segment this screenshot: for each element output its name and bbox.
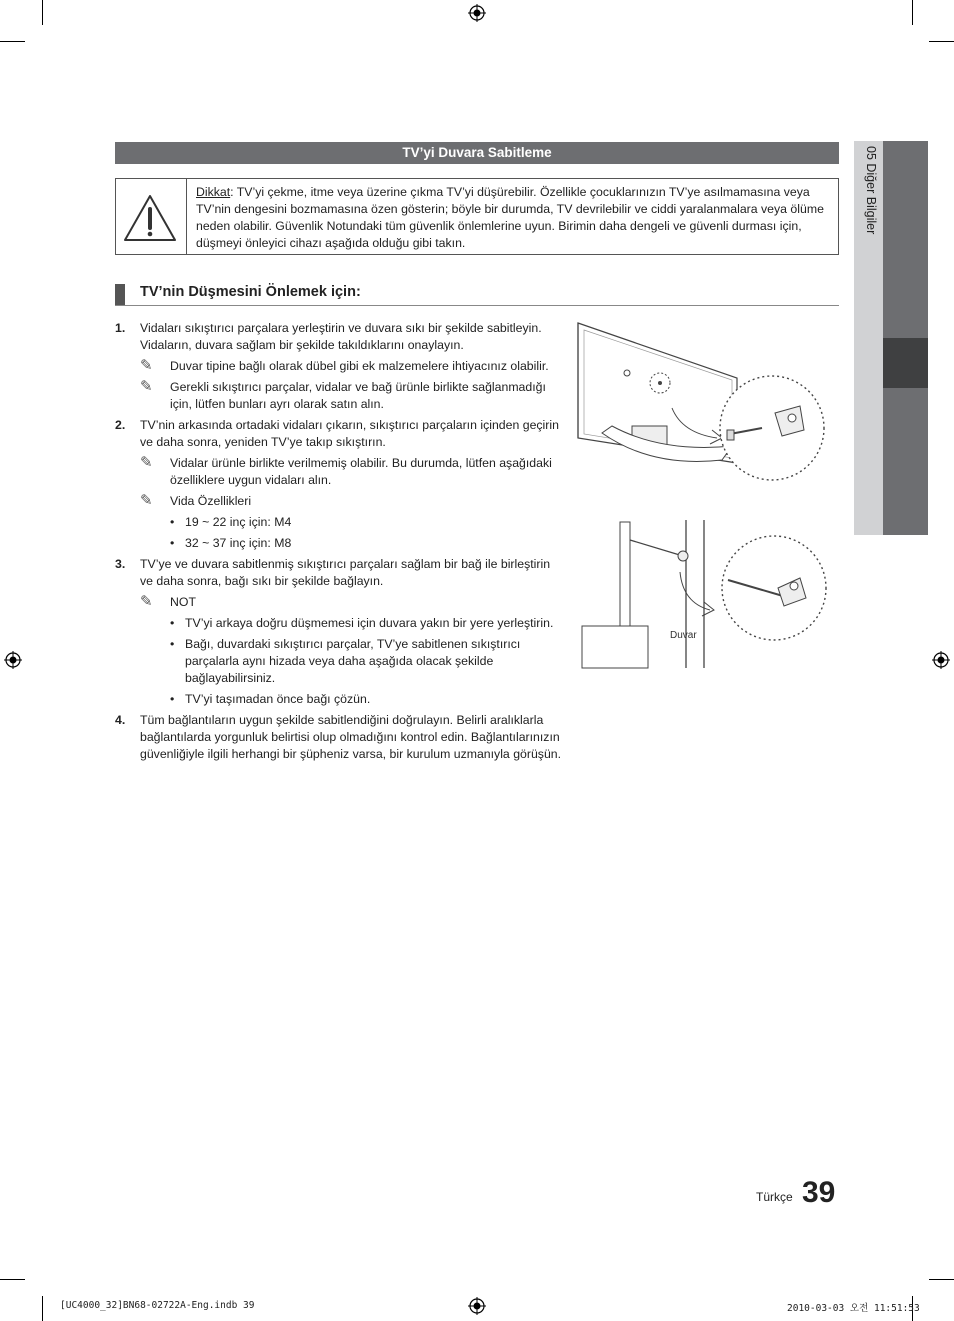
note <box>140 594 565 611</box>
note-pen-icon: ✎ <box>140 357 153 374</box>
step-text: TV’nin arkasında ortadaki vidaları çıkarın, sıkıştırıcı parçaların içinden geçirin ve daha sonra, yeniden TV’ye takıp sıkıştırın. <box>140 418 559 449</box>
step-text: TV’ye ve duvara sabitlenmiş sıkıştırıcı parçaları sağlam bir bağ ile birleştirin ve daha sonra, bağı sıkı bir şekilde bağlayın. <box>140 557 551 588</box>
note-text: NOT <box>170 595 196 609</box>
side-tab-active-marker <box>883 338 928 388</box>
caution-text <box>196 184 826 252</box>
bullet-item: • Bağı, duvardaki sıkıştırıcı parçalar, TV’ye sabitlenen sıkıştırıcı parçalarla aynı hizada veya daha aşağıda olacak şekilde bağlayabilirsiniz. <box>170 636 565 687</box>
side-tab-label: 05 Diğer Bilgiler <box>864 146 878 235</box>
step-2 <box>115 417 565 552</box>
caution-label: Dikkat <box>196 185 231 199</box>
crop-mark <box>929 1279 954 1280</box>
crop-mark <box>42 0 43 25</box>
bullet-list <box>140 615 565 708</box>
step-number: 1. <box>115 321 126 335</box>
caution-divider <box>186 179 187 254</box>
caution-box <box>115 178 839 255</box>
footer-date-info: 2010-03-03 오전 11:51:53 <box>787 1303 920 1314</box>
footer-language: Türkçe <box>756 1190 793 1204</box>
tv-back-clamp-illustration <box>572 318 827 483</box>
registration-mark-icon <box>932 651 950 669</box>
step-text: Tüm bağlantıların uygun şekilde sabitlendiğini doğrulayın. Belirli aralıklarla bağlantılarda yorgunluk belirtisi olup olmadığını kontrol edin. Bağlantılarınızın güvenliğiyle ilgili herhangi bir şüpheniz varsa, bir kurulum uzmanıyla görüşün. <box>140 713 562 761</box>
crop-mark <box>0 1279 25 1280</box>
step-number: 2. <box>115 418 126 432</box>
note-text: Vida Özellikleri <box>170 494 252 508</box>
bullet-item: • TV’yi taşımadan önce bağı çözün. <box>170 691 565 708</box>
registration-mark-icon <box>4 651 22 669</box>
note-pen-icon: ✎ <box>140 454 153 471</box>
crop-mark <box>0 41 25 42</box>
caution-body: : TV’yi çekme, itme veya üzerine çıkma TV’yi düşürebilir. Özellikle çocuklarınızın TV’ye asılmamasına veya TV’nin dengesini bozmamasına özen gösterin; böyle bir durumda, TV devrilebilir ve ciddi yaralanmalara veya ölüme neden olabilir. Güvenlik Notundaki tüm güvenlik önlemlerine uyun. Birimin daha dengeli ve güvenli durması için, düşmeyi önleyici cihazı aşağıda olduğu gibi takın. <box>196 185 824 250</box>
footer-file-info: [UC4000_32]BN68-02722A-Eng.indb 39 <box>60 1300 255 1311</box>
subheading <box>115 284 839 306</box>
crop-mark <box>42 1296 43 1321</box>
step-text: Vidaları sıkıştırıcı parçalara yerleştirin ve duvara sıkı bir şekilde sabitleyin. Vidaların, duvara sağlam bir şekilde takıldıklarını onaylayın. <box>140 321 542 352</box>
bullet-item: • 32 ~ 37 inç için: M8 <box>170 535 565 552</box>
step-number: 3. <box>115 557 126 571</box>
subheading-text: TV’nin Düşmesini Önlemek için: <box>140 284 361 300</box>
bullet-item: • TV’yi arkaya doğru düşmemesi için duvara yakın bir yere yerleştirin. <box>170 615 565 632</box>
bullet-item: • 19 ~ 22 inç için: M4 <box>170 514 565 531</box>
section-title: TV’yi Duvara Sabitleme <box>115 142 839 164</box>
note-pen-icon: ✎ <box>140 378 153 395</box>
tv-wall-strap-illustration <box>578 518 828 670</box>
note-text: Gerekli sıkıştırıcı parçalar, vidalar ve bağ ürünle birlikte sağlanmadığı için, lütfen bunları ayrı olarak satın alın. <box>170 380 546 411</box>
note-text: Duvar tipine bağlı olarak dübel gibi ek malzemelere ihtiyacınız olabilir. <box>170 359 549 373</box>
wall-label: Duvar <box>670 630 697 641</box>
instructions <box>115 320 565 767</box>
step-4 <box>115 712 565 763</box>
crop-mark <box>929 41 954 42</box>
note-text: Vidalar ürünle birlikte verilmemiş olabilir. Bu durumda, lütfen aşağıdaki özelliklere uygun vidaları alın. <box>170 456 552 487</box>
warning-triangle-icon <box>122 193 178 243</box>
bullet-list <box>140 514 565 552</box>
note <box>140 358 565 375</box>
page-number: 39 <box>802 1176 836 1209</box>
registration-mark-icon <box>468 4 486 22</box>
note <box>140 455 565 489</box>
note-pen-icon: ✎ <box>140 593 153 610</box>
step-3 <box>115 556 565 708</box>
step-1 <box>115 320 565 413</box>
note-pen-icon: ✎ <box>140 492 153 509</box>
registration-mark-icon <box>468 1297 486 1315</box>
subheading-marker <box>115 284 125 305</box>
crop-mark <box>912 0 913 25</box>
step-number: 4. <box>115 713 126 727</box>
note <box>140 493 565 510</box>
note <box>140 379 565 413</box>
